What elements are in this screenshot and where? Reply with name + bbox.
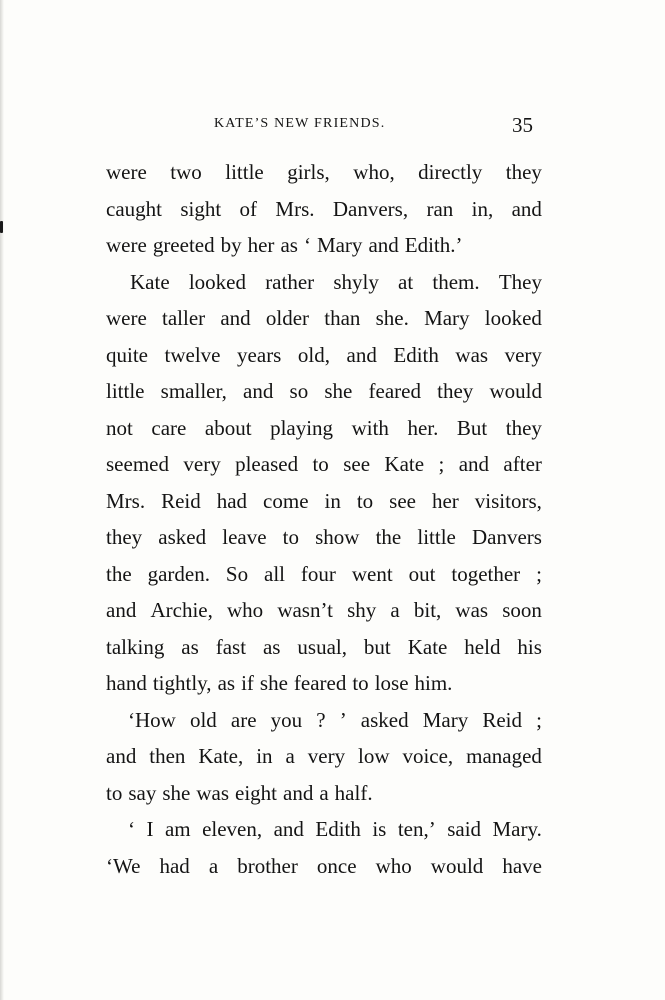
text-word: than xyxy=(324,306,361,330)
text-word: I xyxy=(146,817,154,841)
text-line xyxy=(106,848,542,885)
page-number: 35 xyxy=(512,113,533,137)
text-word: ‘How xyxy=(128,707,176,732)
text-word: with xyxy=(351,415,389,440)
text-word: so xyxy=(289,379,309,403)
text-word: ; xyxy=(536,707,542,732)
text-word: Reid xyxy=(482,707,523,732)
text-word: a xyxy=(319,780,329,805)
text-line xyxy=(106,519,542,556)
text-word: Mary. xyxy=(492,817,542,841)
text-word: lose xyxy=(374,671,409,695)
text-word: soon xyxy=(502,598,542,622)
text-line xyxy=(106,556,542,593)
text-word: her xyxy=(247,233,275,257)
text-word: managed xyxy=(466,744,542,768)
text-word: Mary xyxy=(424,306,470,330)
text-word: together xyxy=(451,561,521,586)
text-word: to xyxy=(106,780,123,805)
text-word: a xyxy=(208,853,219,878)
text-word: Mary xyxy=(316,233,363,257)
text-word: fast xyxy=(215,634,247,659)
text-word: wasn’t xyxy=(277,598,333,622)
page-edge-shadow xyxy=(0,0,4,1000)
text-word: Mary xyxy=(422,707,469,732)
text-word: Edith xyxy=(315,817,361,841)
text-word: about xyxy=(204,415,252,440)
text-word: and xyxy=(273,817,304,841)
text-word: ? xyxy=(316,707,326,732)
text-word: asked xyxy=(158,525,207,549)
text-word: Kate xyxy=(384,452,425,476)
text-word: Kate xyxy=(407,634,448,659)
text-word: asked xyxy=(360,707,409,732)
text-line xyxy=(106,811,542,848)
text-line xyxy=(106,410,542,447)
text-word: who xyxy=(227,598,264,622)
text-word: looked xyxy=(484,306,542,330)
text-word: by xyxy=(220,233,242,257)
text-word: caught xyxy=(106,196,162,221)
text-word: Reid xyxy=(161,488,201,513)
text-word: they xyxy=(106,525,143,549)
text-word: a xyxy=(285,744,295,768)
text-word: feared xyxy=(368,379,421,403)
text-word: ran xyxy=(426,196,454,221)
text-line xyxy=(106,264,542,301)
text-word: the xyxy=(375,525,402,549)
text-word: eleven, xyxy=(202,817,263,841)
text-word: and xyxy=(346,342,377,367)
text-word: Mrs. xyxy=(275,196,315,221)
page-edge-mark xyxy=(0,221,3,233)
text-word: would xyxy=(430,853,484,878)
text-word: is xyxy=(372,817,387,841)
text-word: as xyxy=(262,634,281,659)
text-word: seemed xyxy=(106,452,169,476)
text-word: see xyxy=(389,488,416,513)
text-word: two xyxy=(170,160,202,184)
text-word: are xyxy=(230,707,257,732)
text-word: little xyxy=(417,525,456,549)
text-word: and xyxy=(106,744,137,768)
text-word: usual, xyxy=(297,634,347,659)
text-word: her. xyxy=(407,415,439,440)
text-word: quite xyxy=(106,342,148,367)
text-word: in xyxy=(324,488,341,513)
text-line xyxy=(106,300,542,337)
text-word: was xyxy=(455,598,489,622)
text-line xyxy=(106,191,542,228)
text-word: little xyxy=(106,379,145,403)
text-word: tightly, xyxy=(152,671,212,695)
text-word: ten,’ xyxy=(397,817,436,841)
text-word: and xyxy=(511,196,542,221)
text-line xyxy=(106,227,542,264)
text-line xyxy=(106,154,542,191)
text-word: were xyxy=(106,160,147,184)
text-word: four xyxy=(300,561,336,586)
text-word: out xyxy=(408,561,436,586)
text-line xyxy=(106,592,542,629)
text-word: smaller, xyxy=(160,379,227,403)
text-word: said xyxy=(447,817,482,841)
text-word: sight xyxy=(180,196,222,221)
text-word: if xyxy=(241,671,254,695)
text-word: Mrs. xyxy=(106,488,146,513)
text-word: as xyxy=(280,233,298,257)
text-word: who, xyxy=(353,160,395,184)
text-word: older xyxy=(265,306,310,330)
text-word: ‘We xyxy=(106,853,141,878)
text-word: who xyxy=(375,853,412,878)
text-word: him. xyxy=(414,671,453,695)
running-header xyxy=(0,113,665,140)
text-word: then xyxy=(149,744,186,768)
text-word: say xyxy=(128,780,157,805)
text-word: as xyxy=(217,671,236,695)
text-word: to xyxy=(356,488,374,513)
text-word: in xyxy=(256,744,273,768)
text-word: show xyxy=(315,525,360,549)
text-line xyxy=(106,738,542,775)
text-word: shyly xyxy=(333,269,379,294)
text-line xyxy=(106,775,542,812)
text-word: she xyxy=(162,780,191,805)
text-word: hand xyxy=(106,671,147,695)
text-word: Kate, xyxy=(198,744,244,768)
text-word: were xyxy=(106,306,147,330)
text-line xyxy=(106,665,542,702)
text-word: once xyxy=(316,853,357,878)
text-word: went xyxy=(351,561,393,586)
text-word: feared xyxy=(293,671,347,695)
text-word: eight xyxy=(235,780,278,805)
text-word: old xyxy=(189,707,217,732)
text-word: very xyxy=(307,744,346,768)
text-word: care xyxy=(151,415,187,440)
text-word: her xyxy=(431,488,459,513)
text-word: Kate xyxy=(130,269,170,294)
text-word: they xyxy=(505,415,542,440)
text-word: held xyxy=(464,634,501,659)
text-word: she xyxy=(324,379,353,403)
text-word: a xyxy=(390,598,400,622)
text-word: Edith xyxy=(393,342,439,367)
text-word: rather xyxy=(265,269,315,294)
text-word: am xyxy=(164,817,191,841)
text-word: visitors, xyxy=(474,488,542,513)
text-word: talking xyxy=(106,634,165,659)
text-word: years xyxy=(237,342,282,367)
text-word: as xyxy=(181,634,199,659)
text-word: taller xyxy=(162,306,206,330)
text-word: playing xyxy=(270,415,334,440)
text-word: low xyxy=(358,744,390,768)
text-word: would xyxy=(489,379,542,403)
text-word: were xyxy=(106,233,147,257)
text-word: the xyxy=(106,561,132,586)
text-word: twelve xyxy=(164,342,221,367)
text-word: after xyxy=(503,452,542,476)
text-word: not xyxy=(106,415,133,440)
text-word: at xyxy=(398,269,414,294)
text-word: They xyxy=(498,269,542,294)
text-word: ’ xyxy=(339,707,347,732)
text-word: directly xyxy=(418,160,483,184)
text-word: brother xyxy=(237,853,298,878)
text-word: Danvers, xyxy=(332,196,409,221)
text-word: to xyxy=(352,671,369,695)
text-word: but xyxy=(363,634,391,659)
text-word: But xyxy=(456,415,488,440)
running-title: KATE’S NEW FRIENDS. xyxy=(214,116,386,131)
text-word: little xyxy=(225,160,264,184)
text-word: had xyxy=(159,853,190,878)
text-word: very xyxy=(183,452,221,476)
text-line xyxy=(106,483,542,520)
text-line xyxy=(106,446,542,483)
text-word: all xyxy=(264,561,285,586)
text-word: girls, xyxy=(287,160,330,184)
text-word: them. xyxy=(432,269,480,294)
text-word: half. xyxy=(334,780,373,805)
text-word: ; xyxy=(536,561,542,586)
text-word: was xyxy=(455,342,489,367)
text-word: and xyxy=(106,598,137,622)
text-word: looked xyxy=(188,269,246,294)
text-word: his xyxy=(517,634,542,659)
text-word: Edith.’ xyxy=(404,233,463,257)
text-word: and xyxy=(458,452,490,476)
text-word: to xyxy=(312,452,329,476)
text-line xyxy=(106,629,542,666)
text-line xyxy=(106,702,542,739)
text-word: leave xyxy=(222,525,267,549)
text-word: old, xyxy=(297,342,330,367)
text-word: ; xyxy=(438,452,445,476)
text-word: had xyxy=(216,488,248,513)
text-word: you xyxy=(270,707,303,732)
text-word: garden. xyxy=(147,561,210,586)
text-word: to xyxy=(282,525,299,549)
text-line xyxy=(106,373,542,410)
text-word: ‘ xyxy=(128,817,135,841)
text-word: and xyxy=(243,379,274,403)
text-word: she. xyxy=(375,306,409,330)
text-word: very xyxy=(504,342,542,367)
text-word: of xyxy=(239,196,258,221)
text-word: So xyxy=(225,561,249,586)
text-word: have xyxy=(502,853,542,878)
text-word: voice, xyxy=(402,744,454,768)
text-word: was xyxy=(196,780,230,805)
body-text xyxy=(106,154,542,884)
text-word: in, xyxy=(471,196,494,221)
text-word: she xyxy=(259,671,288,695)
text-word: bit, xyxy=(413,598,442,622)
text-word: come xyxy=(263,488,309,513)
text-word: Danvers xyxy=(472,525,542,549)
text-word: they xyxy=(437,379,474,403)
text-word: and xyxy=(220,306,251,330)
text-word: pleased xyxy=(235,452,299,476)
text-word: and xyxy=(283,780,314,805)
text-word: ‘ xyxy=(303,233,311,257)
text-line xyxy=(106,337,542,374)
text-word: Archie, xyxy=(150,598,213,622)
text-word: see xyxy=(343,452,371,476)
text-word: greeted xyxy=(152,233,215,257)
text-word: they xyxy=(505,160,542,184)
text-word: and xyxy=(368,233,399,257)
text-word: shy xyxy=(347,598,377,622)
